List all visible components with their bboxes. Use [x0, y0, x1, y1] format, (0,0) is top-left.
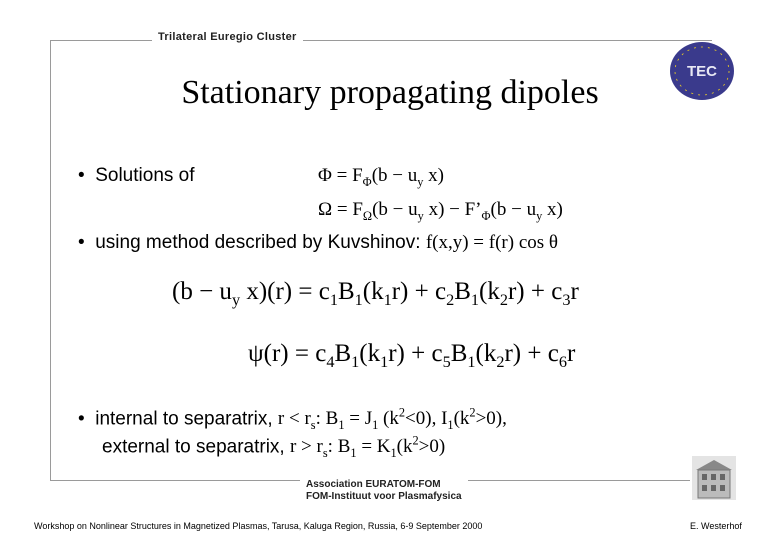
- header-rule: [50, 40, 712, 41]
- equation-stream-function: ($b - u_y$ $x)(r) = c_1B_1(k_1r) + c_2B_1(k_2r) + c_3r$: [172, 278, 579, 309]
- bullet-1: • Solutions of: [78, 165, 195, 186]
- building-icon: [692, 456, 736, 500]
- logo-text: TEC: [687, 63, 717, 80]
- bullet-3-line-1: • internal to separatrix, $r < r_s$: $B_1 = J_1$ $(k^2<0)$, $I_1(k^2>0)$,: [78, 406, 507, 433]
- association-label: Association EURATOM-FOM FOM-Instituut voor Plasmafysica: [300, 479, 468, 503]
- equation-omega: $\Omega = F_\Omega(b - u_y$ $x) - F’_\Phi(b - u_y$ x): [318, 199, 563, 223]
- footer-conference: Workshop on Nonlinear Structures in Magnetized Plasmas, Tarusa, Kaluga Region, Russia, 6-9 September 2000: [34, 521, 483, 531]
- slide-title: Stationary propagating dipoles: [181, 74, 599, 111]
- bullet-2: • using method described by Kuvshinov: f(x,y) = f(r) cos θ: [78, 232, 558, 253]
- equation-phi: $\Phi = F_\Phi(b - u_y$ x): [318, 165, 444, 189]
- equation-psi: $\psi(r) = c_4B_1(k_1r) + c_5B_1(k_2r) + c_6r$: [248, 340, 576, 371]
- cluster-name: Trilateral Euregio Cluster: [152, 31, 303, 43]
- footer-author: E. Westerhof: [690, 521, 742, 531]
- bullet-3-line-2: external to separatrix, $r > r_s$: $B_1 = K_1(k^2>0)$: [102, 434, 446, 461]
